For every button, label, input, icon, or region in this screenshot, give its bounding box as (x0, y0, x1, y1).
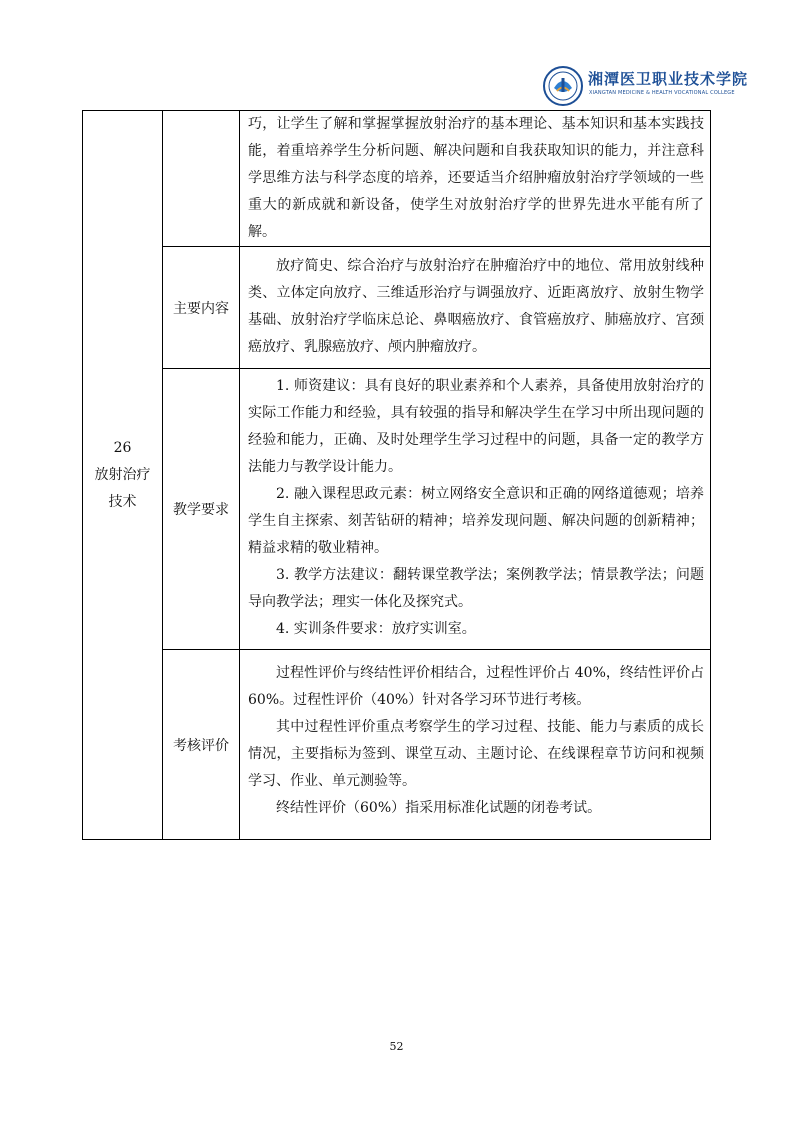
objective-text: 巧，让学生了解和掌握掌握放射治疗的基本理论、基本知识和基本实践技能，着重培养学生分析问题、解决问题和自我获取知识的能力，并注意科学思维方法与科学态度的培养，还要适当介绍肿瘤放射治疗学领域的一些重大的新成就和新设备，使学生对放射治疗学的世界先进水平能有所了解。 (248, 116, 704, 240)
college-emblem-icon (543, 66, 583, 106)
teaching-requirement-item: 4. 实训条件要求：放疗实训室。 (276, 621, 476, 637)
page-number: 52 (389, 1040, 404, 1053)
objective-text-cell (240, 111, 711, 247)
teaching-requirements-label: 教学要求 (163, 369, 240, 650)
course-id-cell (83, 111, 163, 840)
assessment-label: 考核评价 (163, 650, 240, 840)
teaching-requirement-item: 3. 教学方法建议：翻转课堂教学法；案例教学法；情景教学法；问题导向教学法；理实一体化及探究式。 (248, 567, 704, 610)
main-content-cell (240, 247, 711, 369)
table-row-main-content (83, 247, 711, 369)
table-row-assessment (83, 650, 711, 840)
header-logo (543, 64, 749, 110)
teaching-requirements-cell (240, 369, 711, 650)
table-row-objective (83, 111, 711, 247)
assessment-paragraph: 终结性评价（60%）指采用标准化试题的闭卷考试。 (276, 800, 602, 816)
teaching-requirement-item: 1. 师资建议：具有良好的职业素养和个人素养，具备使用放射治疗的实际工作能力和经验，具有较强的指导和解决学生在学习中所出现问题的经验和能力，正确、及时处理学生学习过程中的问题，具备一定的教学方法能力与教学设计能力。 (248, 378, 704, 475)
course-table (82, 110, 711, 840)
course-number: 26 (113, 439, 132, 456)
course-name-line2: 技术 (108, 493, 137, 510)
teaching-requirement-item: 2. 融入课程思政元素：树立网络安全意识和正确的网络道德观；培养学生自主探索、刻苦钻研的精神；培养发现问题、解决问题的创新精神；精益求精的敬业精神。 (248, 486, 704, 556)
course-name-line1: 放射治疗 (94, 466, 151, 483)
college-name-en: XIANGTAN MEDICINE & HEALTH VOCATIONAL COLLEGE (589, 90, 735, 96)
main-content-label: 主要内容 (163, 247, 240, 369)
assessment-paragraph: 其中过程性评价重点考察学生的学习过程、技能、能力与素质的成长情况，主要指标为签到、课堂互动、主题讨论、在线课程章节访问和视频学习、作业、单元测验等。 (248, 719, 704, 789)
college-name-cn: 湘潭医卫职业技术学院 (588, 70, 749, 88)
assessment-cell (240, 650, 711, 840)
table-row-teaching-requirements (83, 369, 711, 650)
objective-label-cell (163, 111, 240, 247)
assessment-paragraph: 过程性评价与终结性评价相结合，过程性评价占 40%，终结性评价占 60%。过程性评价（40%）针对各学习环节进行考核。 (248, 665, 704, 708)
main-content-text: 放疗简史、综合治疗与放射治疗在肿瘤治疗中的地位、常用放射线种类、立体定向放疗、三维适形治疗与调强放疗、近距离放疗、放射生物学基础、放射治疗学临床总论、鼻咽癌放疗、食管癌放疗、肺癌放疗、宫颈癌放疗、乳腺癌放疗、颅内肿瘤放疗。 (248, 258, 704, 355)
